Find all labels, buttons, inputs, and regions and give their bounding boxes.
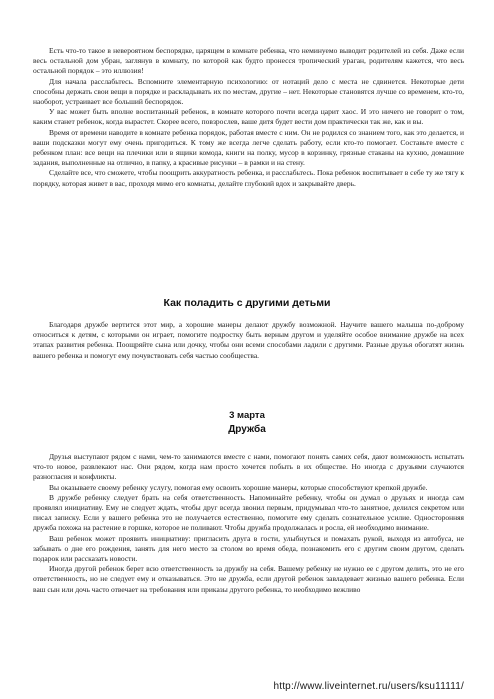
paragraph: Сделайте все, что сможете, чтобы поощрить аккуратность ребенка, и расслабьтесь. Пока ребенок воспитывает в себе ту же тягу к порядку, которая живет в вас, проходя мимо его комнаты, делайте глубокий вдох и закрывайте дверь. — [33, 168, 464, 188]
paragraph: Друзья выступают рядом с нами, чем-то занимаются вместе с нами, помогают понять самих себя, дают возможность испытать что-то новое, развлекают нас. Они рядом, когда нам просто хочется побыть в их обществе. Но иногда с друзьями случаются разногласия и конфликты. — [33, 452, 464, 482]
top-text-block — [33, 46, 464, 189]
paragraph: Благодаря дружбе вертится этот мир, а хорошие манеры делают дружбу возможной. Научите вашего малыша по-доброму относиться к детям, с которыми он играет, помогите подростку быть верным другом и уделяйте особое внимание дружбе на всех этапах развития ребенка. Поощряйте сына или дочку, чтобы они всеми способами ладили с другими. Разные друзья обогатят жизнь вашего ребенка и помогут ему почувствовать себя частью сообщества. — [33, 320, 464, 360]
bottom-text-block — [33, 452, 464, 595]
footer-url[interactable]: http://www.liveinternet.ru/users/ksu11111/ — [273, 681, 464, 692]
paragraph: Ваш ребенок может проявить инициативу: пригласить друга в гости, улыбнуться и помахать рукой, выходя из автобуса, не забывать о дне его рождения, занять для него место за столом во время обеда, познакомить его с другим своим другом, сделать подарок или рассказать новости. — [33, 533, 464, 564]
section-heading: Как поладить с другими детьми — [163, 297, 331, 309]
paragraph: У вас может быть вполне воспитанный ребенок, в комнате которого почти всегда царит хаос. И это ничего не говорит о том, каким станет ребенок, когда вырастет. Скорее всего, повзрослев, ваше дитя будет вести дом практически так же, как и вы. — [33, 107, 464, 127]
date-heading: 3 марта — [229, 410, 265, 421]
paragraph: Вы оказываете своему ребенку услугу, помогая ему освоить хорошие манеры, которые способствуют крепкой дружбе. — [49, 482, 428, 492]
subheading: Дружба — [228, 424, 266, 435]
intro-text-block — [33, 320, 464, 361]
paragraph: Время от времени наводите в комнате ребенка порядок, работая вместе с ним. Он не родился со знанием того, как это делается, и ваши подсказки могут ему очень пригодиться. К тому же всегда легче сделать работу, если кто-то помогает. Составьте вместе с ребенком план: все вещи на плечики или в ящики комода, книги на полку, мусор в корзинку, грязные стаканы на кухню, домашние задания, выполненные на отлично, в папку, а красивые рисунки – в рамки и на стену. — [33, 127, 464, 168]
paragraph: В дружбе ребенку следует брать на себя ответственность. Напоминайте ребенку, чтобы он думал о друзьях и иногда сам проявлял инициативу. Ему не следует ждать, чтобы друг всегда звонил первым, придумывал что-то занятное, делился секретом или писал записку. Если у вашего ребенка это не получается естественно, помогите ему сделать сознательное усилие. Односторонняя дружба похожа на растение в горшке, которое не поливают. Чтобы дружба продолжалась и росла, ей необходимо внимание. — [33, 492, 464, 533]
paragraph: Для начала расслабьтесь. Вспомните элементарную психологию: от нотаций дело с места не сдвинется. Некоторые дети способны держать свои вещи в порядке и раскладывать их по местам, другие – нет. Некоторые становятся лучше со временем, кто-то, наоборот, устраивает все больший беспорядок. — [33, 76, 464, 107]
paragraph: Иногда другой ребенок берет всю ответственность за дружбу на себя. Вашему ребенку не нужно ее с другом делить, это не его ответственность, но не следует ему и отказываться. Это не дружба, если другой ребенок завладевает жизнью вашего ребенка. Если ваш сын или дочь часто отвечает на требования или приказы другого ребенка, то необходимо вежливо — [33, 564, 464, 594]
paragraph: Есть что-то такое в невероятном беспорядке, царящем в комнате ребенка, что неминуемо выводит родителей из себя. Даже если весь остальной дом убран, заглянув в комнату, по которой как будто пронесся тропический ураган, родителям кажется, что весь остальной порядок – это иллюзия! — [33, 46, 464, 76]
